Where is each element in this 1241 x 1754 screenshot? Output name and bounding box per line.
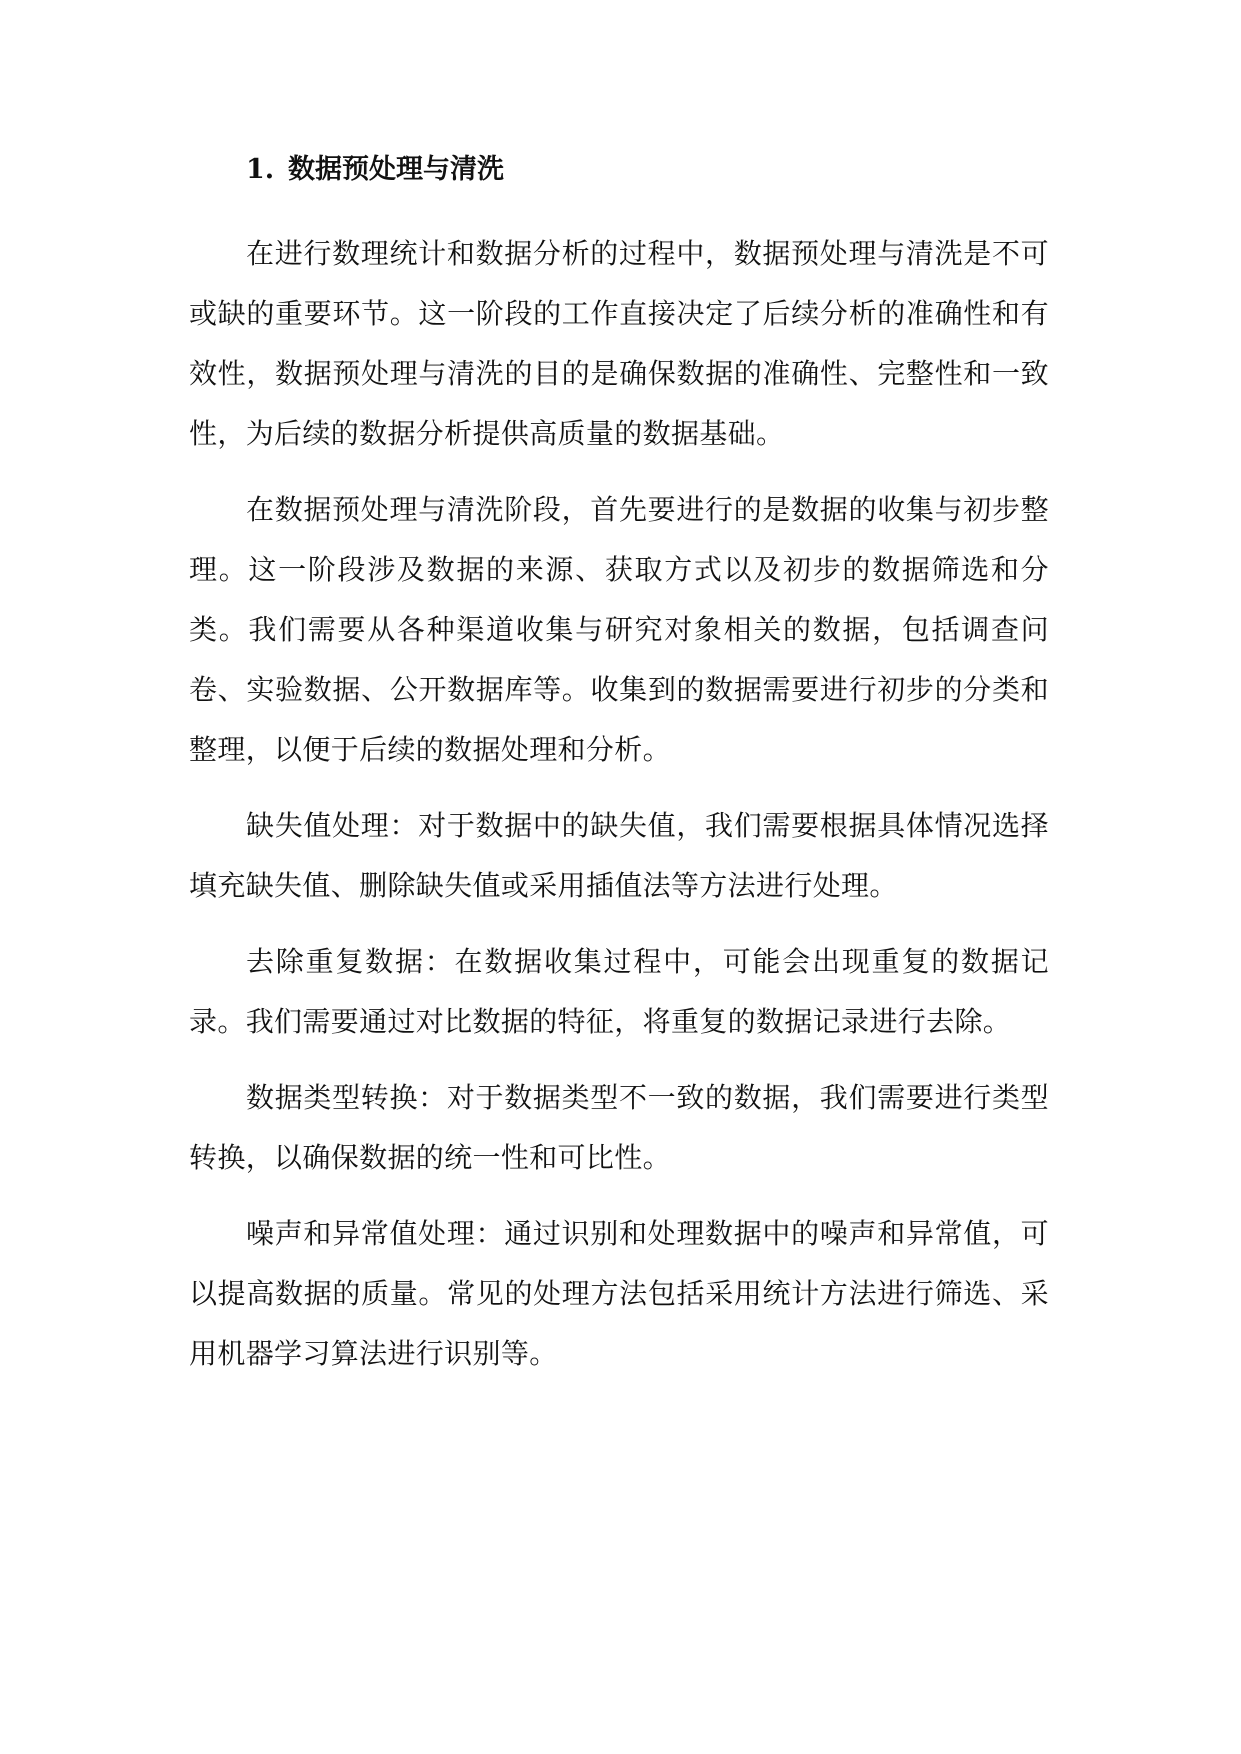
document-body [189, 150, 1049, 1384]
paragraph-missing-values: 缺失值处理：对于数据中的缺失值，我们需要根据具体情况选择填充缺失值、删除缺失值或采用插值法等方法进行处理。 [189, 809, 1049, 902]
section-number: 1. [246, 154, 275, 185]
paragraph-duplicates: 去除重复数据：在数据收集过程中，可能会出现重复的数据记录。我们需要通过对比数据的特征，将重复的数据记录进行去除。 [189, 945, 1049, 1038]
paragraph-type-conversion: 数据类型转换：对于数据类型不一致的数据，我们需要进行类型转换，以确保数据的统一性和可比性。 [189, 1081, 1049, 1174]
section-heading [189, 150, 1049, 190]
paragraph-collection: 在数据预处理与清洗阶段，首先要进行的是数据的收集与初步整理。这一阶段涉及数据的来源、获取方式以及初步的数据筛选和分类。我们需要从各种渠道收集与研究对象相关的数据，包括调查问卷、实验数据、公开数据库等。收集到的数据需要进行初步的分类和整理，以便于后续的数据处理和分析。 [189, 493, 1049, 766]
section-title: 数据预处理与清洗 [288, 154, 504, 185]
paragraph-intro: 在进行数理统计和数据分析的过程中，数据预处理与清洗是不可或缺的重要环节。这一阶段的工作直接决定了后续分析的准确性和有效性，数据预处理与清洗的目的是确保数据的准确性、完整性和一致性，为后续的数据分析提供高质量的数据基础。 [189, 237, 1049, 450]
paragraph-noise-outliers: 噪声和异常值处理：通过识别和处理数据中的噪声和异常值，可以提高数据的质量。常见的处理方法包括采用统计方法进行筛选、采用机器学习算法进行识别等。 [189, 1217, 1049, 1370]
